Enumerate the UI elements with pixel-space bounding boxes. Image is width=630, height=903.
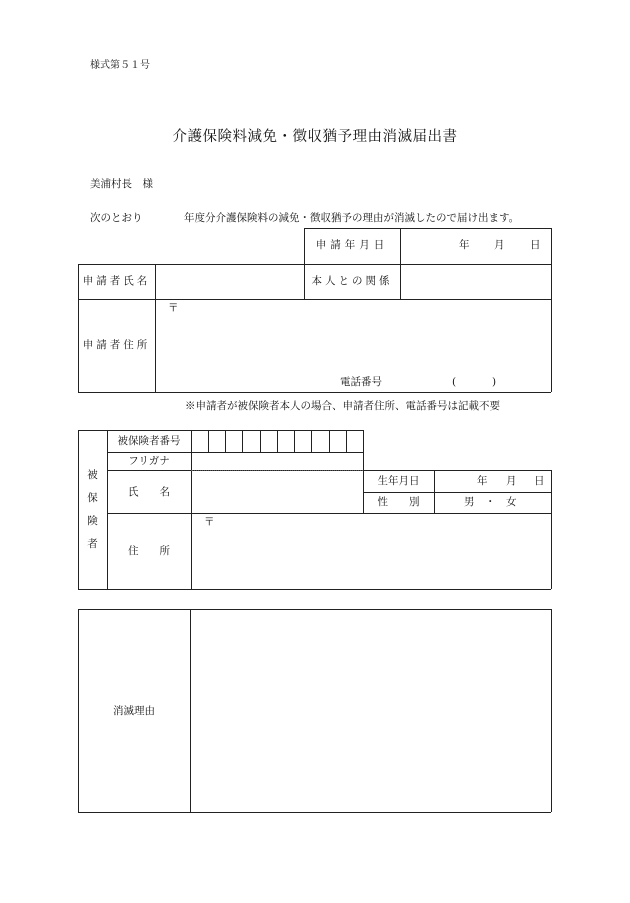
furigana-label: フリガナ <box>128 455 170 467</box>
date-month-unit: 月 <box>494 239 505 251</box>
birth-month-unit: 月 <box>506 475 517 487</box>
furigana-field[interactable] <box>192 453 362 469</box>
insured-side-char-3: 険 <box>87 515 98 527</box>
phone-paren-close: ) <box>492 376 497 388</box>
applicant-name-field[interactable] <box>156 265 303 298</box>
insured-name-label: 氏 名 <box>128 486 170 498</box>
birth-day-unit: 日 <box>534 475 545 487</box>
insured-number-field[interactable] <box>192 431 362 451</box>
insured-postal-mark: 〒 <box>204 516 215 528</box>
phone-label: 電話番号 <box>340 376 382 388</box>
addressee: 美浦村長 様 <box>90 178 153 190</box>
date-day-unit: 日 <box>530 239 541 251</box>
birth-date-label: 生年月日 <box>377 475 420 487</box>
insured-address-field[interactable] <box>192 514 550 588</box>
postal-mark: 〒 <box>168 302 179 314</box>
birth-year-unit: 年 <box>477 475 488 487</box>
sex-options[interactable]: 男 ・ 女 <box>464 496 517 508</box>
lead-text: 次のとおり <box>90 212 143 224</box>
lead-body: 年度分介護保険料の減免・徴収猶予の理由が消滅したので届け出ます。 <box>184 212 520 224</box>
relation-field[interactable] <box>401 265 550 298</box>
insured-address-label: 住 所 <box>128 545 170 557</box>
applicant-address-field[interactable] <box>156 300 550 370</box>
form-title: 介護保険料減免・徴収猶予理由消滅届出書 <box>172 129 458 145</box>
insured-side-char-2: 保 <box>87 492 98 504</box>
phone-paren-open: ( <box>452 376 457 388</box>
insured-side-char-1: 被 <box>87 469 98 481</box>
application-date-label: 申請年月日 <box>315 239 389 251</box>
applicant-name-label: 申請者氏名 <box>82 275 151 287</box>
reason-label: 消滅理由 <box>113 705 155 717</box>
date-year-unit: 年 <box>459 239 470 251</box>
form-number: 様式第５１号 <box>90 60 150 71</box>
note: ※申請者が被保険者本人の場合、申請者住所、電話番号は記載不要 <box>185 400 500 412</box>
insured-name-field[interactable] <box>192 471 362 512</box>
reason-field[interactable] <box>191 610 550 811</box>
applicant-address-label: 申請者住所 <box>82 339 151 351</box>
sex-label: 性 別 <box>377 496 420 508</box>
insured-number-label: 被保険者番号 <box>117 435 181 447</box>
insured-side-char-4: 者 <box>87 538 98 550</box>
relation-label: 本人との関係 <box>311 275 393 287</box>
